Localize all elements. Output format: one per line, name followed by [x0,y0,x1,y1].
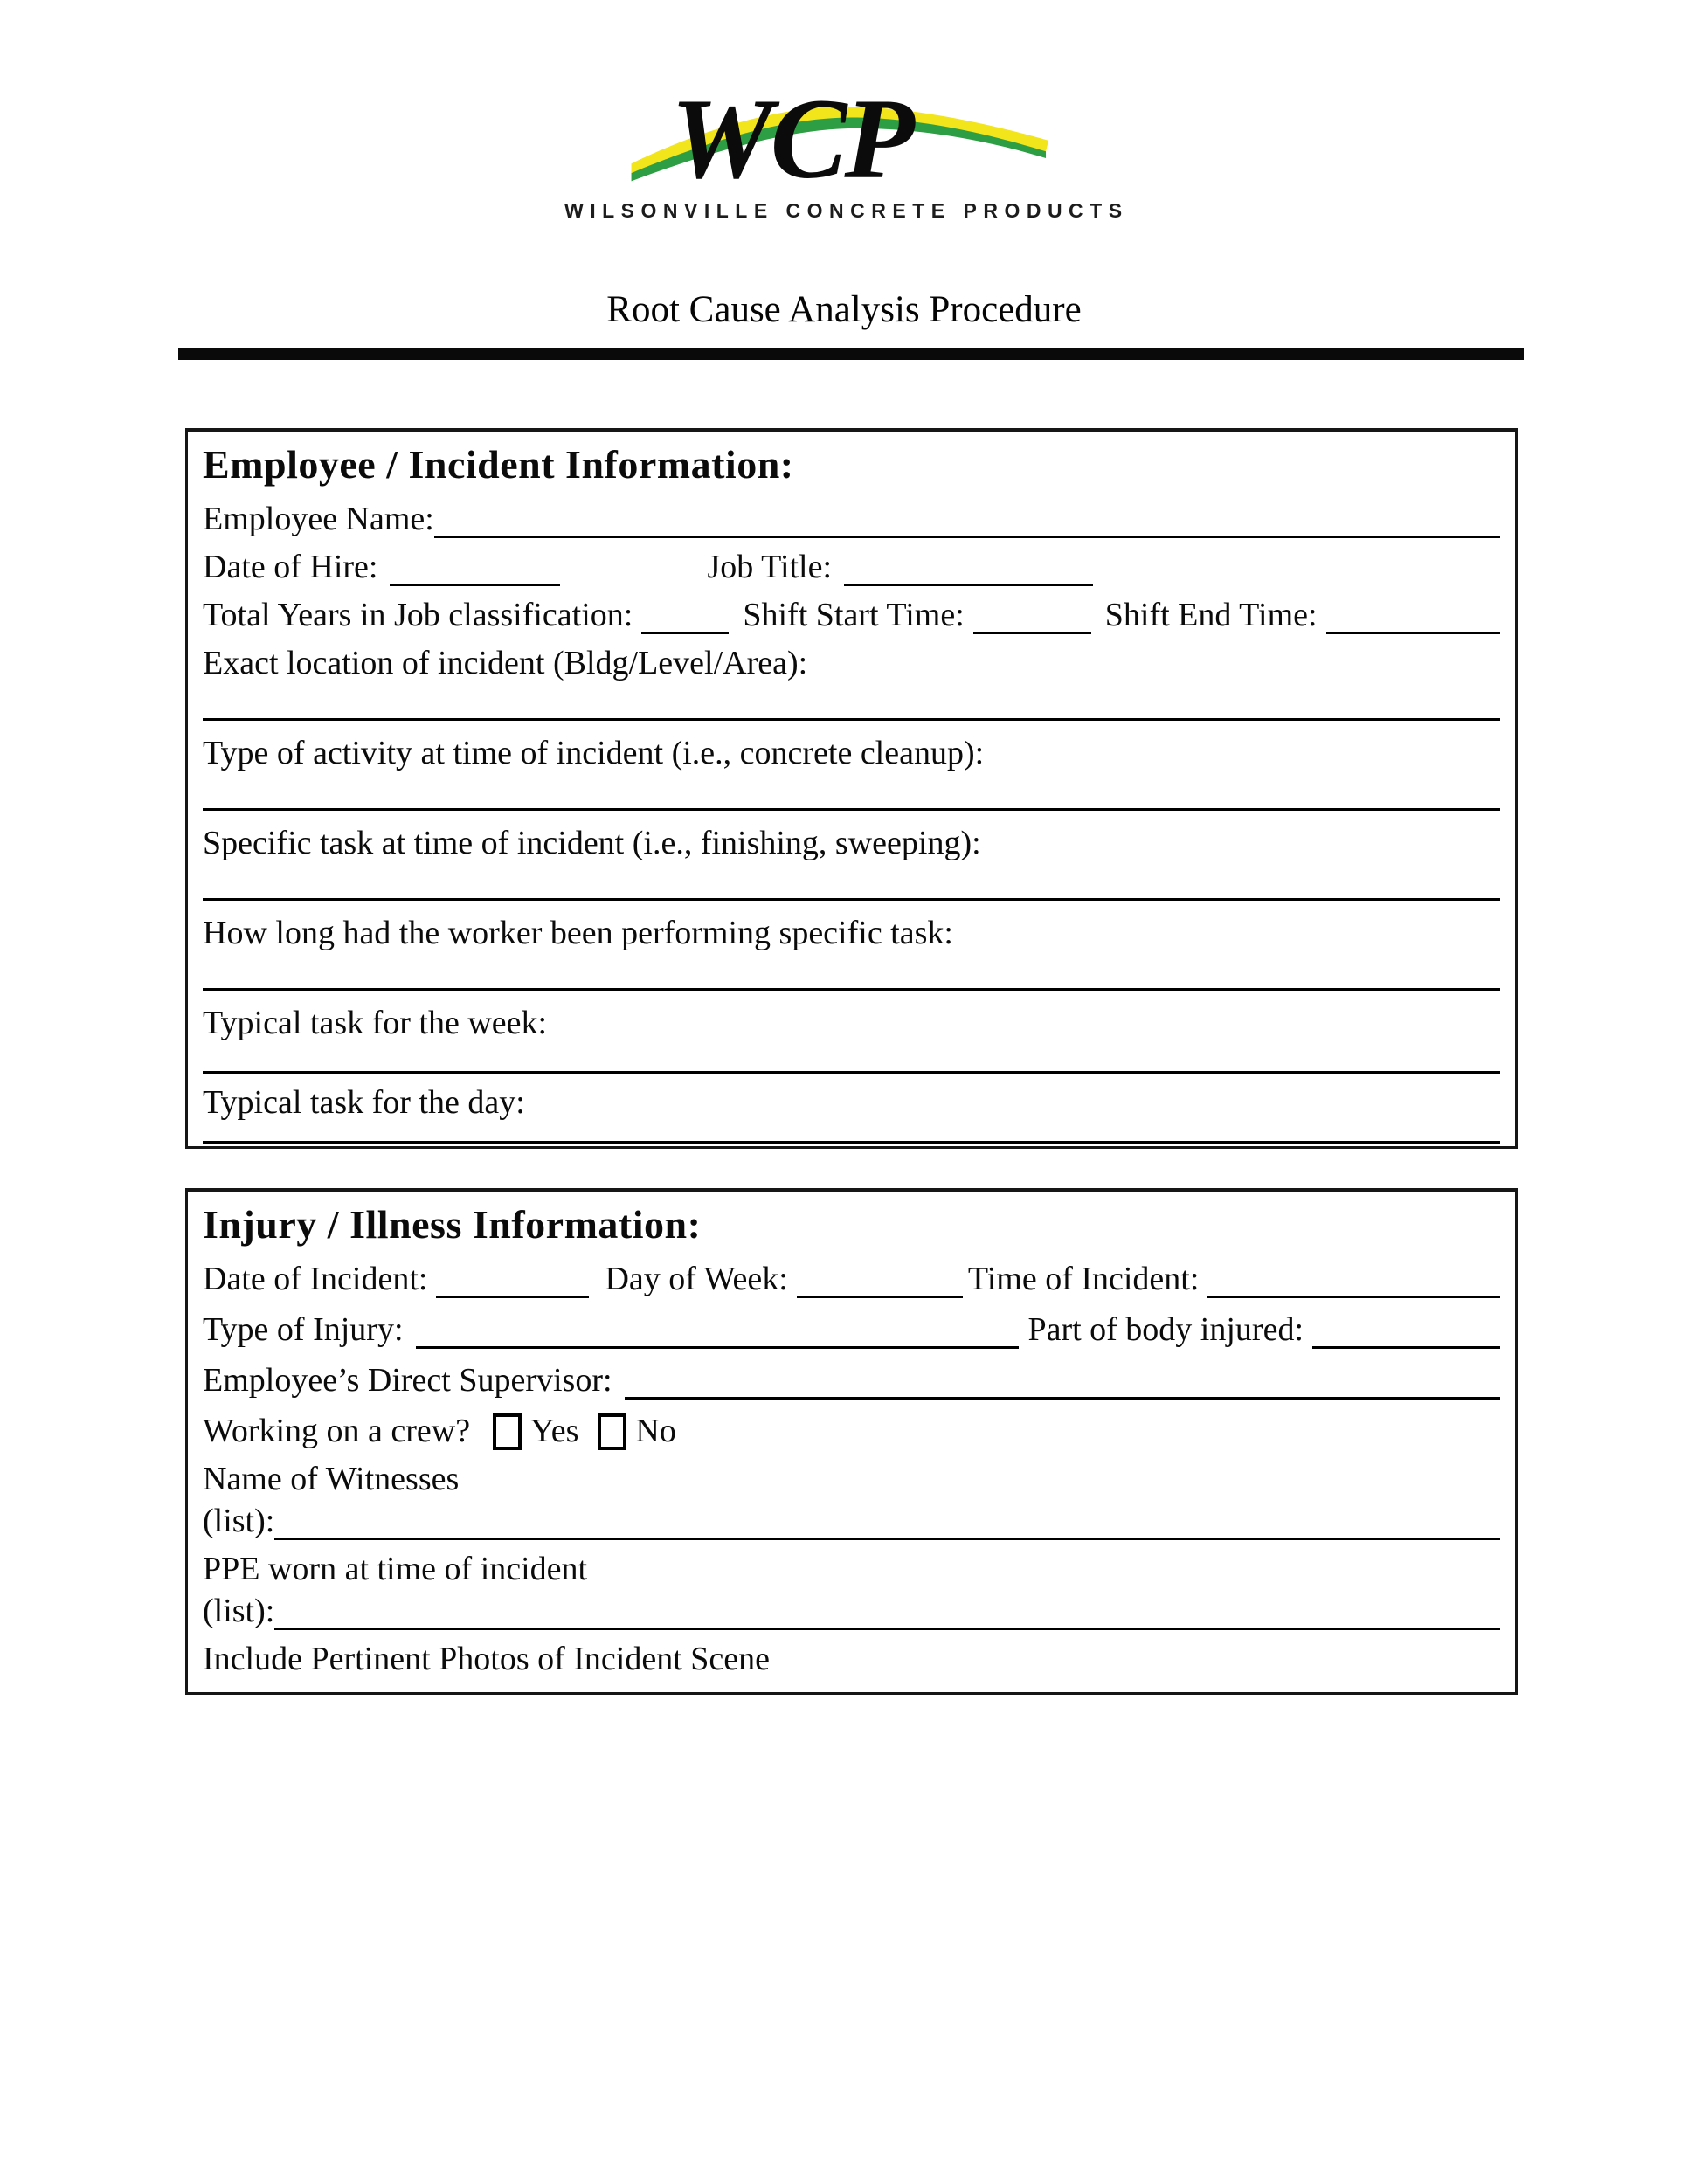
body-part-fill-line[interactable] [1312,1317,1500,1349]
shift-start-fill-line[interactable] [973,603,1091,634]
crew-yes-checkbox[interactable] [493,1413,522,1450]
time-of-incident-label: Time of Incident: [967,1261,1200,1297]
typical-week-fill-line[interactable] [203,1071,1500,1074]
witnesses-label: Name of Witnesses [203,1461,460,1497]
ppe-list-row [203,1590,1500,1632]
exact-location-label: Exact location of incident (Bldg/Level/Area): [203,645,808,681]
photos-note: Include Pertinent Photos of Incident Scene [203,1641,771,1677]
type-of-injury-fill-line[interactable] [416,1317,1020,1349]
date-of-hire-label: Date of Hire: [203,549,378,585]
type-of-injury-label: Type of Injury: [203,1311,404,1348]
typical-day-label: Typical task for the day: [203,1084,525,1121]
witnesses-list-label: (list): [203,1503,275,1539]
ppe-label: PPE worn at time of incident [203,1551,588,1587]
shift-end-fill-line[interactable] [1326,603,1500,634]
injury-type-row [203,1309,1500,1351]
total-years-fill-line[interactable] [641,603,729,634]
page-title: Root Cause Analysis Procedure [606,289,1082,330]
supervisor-row [203,1359,1500,1401]
supervisor-label: Employee’s Direct Supervisor: [203,1362,612,1399]
ppe-list-label: (list): [203,1593,275,1629]
specific-task-fill-line[interactable] [203,898,1500,901]
day-of-week-label: Day of Week: [605,1261,788,1297]
time-of-incident-fill-line[interactable] [1207,1267,1500,1298]
wcp-logo-icon [564,77,1124,197]
activity-type-label: Type of activity at time of incident (i.e., concrete cleanup): [203,735,985,771]
employee-name-row [203,498,1500,540]
typical-day-fill-line[interactable] [203,1141,1500,1144]
job-title-label: Job Title: [707,549,833,585]
employee-section-heading: Employee / Incident Information: [203,442,794,487]
crew-no-checkbox[interactable] [598,1413,626,1450]
logo-acronym: WCP [670,77,912,197]
day-of-week-fill-line[interactable] [797,1267,963,1298]
date-of-incident-fill-line[interactable] [436,1267,589,1298]
crew-no-label: No [635,1413,676,1449]
crew-question-row [203,1410,1500,1452]
total-years-label: Total Years in Job classification: [203,597,633,633]
injury-section-heading: Injury / Illness Information: [203,1202,702,1247]
employee-name-fill-line[interactable] [434,507,1500,538]
typical-week-label: Typical task for the week: [203,1005,548,1041]
hire-jobtitle-row [203,546,1500,588]
task-duration-fill-line[interactable] [203,988,1500,991]
activity-type-fill-line[interactable] [203,808,1500,811]
employee-name-label: Employee Name: [203,501,434,537]
exact-location-fill-line[interactable] [203,718,1500,721]
company-name: WILSONVILLE CONCRETE PRODUCTS [564,199,1129,222]
incident-datetime-row [203,1258,1500,1300]
title-divider-rule [178,348,1524,360]
ppe-fill-line[interactable] [274,1599,1500,1630]
crew-yes-label: Yes [530,1413,579,1449]
date-of-hire-fill-line[interactable] [390,555,560,586]
witnesses-fill-line[interactable] [274,1509,1500,1540]
company-logo [564,77,1129,223]
shift-end-label: Shift End Time: [1104,597,1318,633]
employee-incident-section [185,428,1518,1149]
witnesses-list-row [203,1500,1500,1542]
body-part-label: Part of body injured: [1027,1311,1304,1348]
crew-question-label: Working on a crew? [203,1413,471,1449]
supervisor-fill-line[interactable] [625,1368,1500,1400]
specific-task-label: Specific task at time of incident (i.e., finishing, sweeping): [203,825,981,861]
date-of-incident-label: Date of Incident: [203,1261,428,1297]
injury-illness-section [185,1188,1518,1695]
shift-start-label: Shift Start Time: [743,597,965,633]
shift-info-row [203,594,1500,636]
job-title-fill-line[interactable] [844,555,1093,586]
task-duration-label: How long had the worker been performing specific task: [203,915,953,951]
